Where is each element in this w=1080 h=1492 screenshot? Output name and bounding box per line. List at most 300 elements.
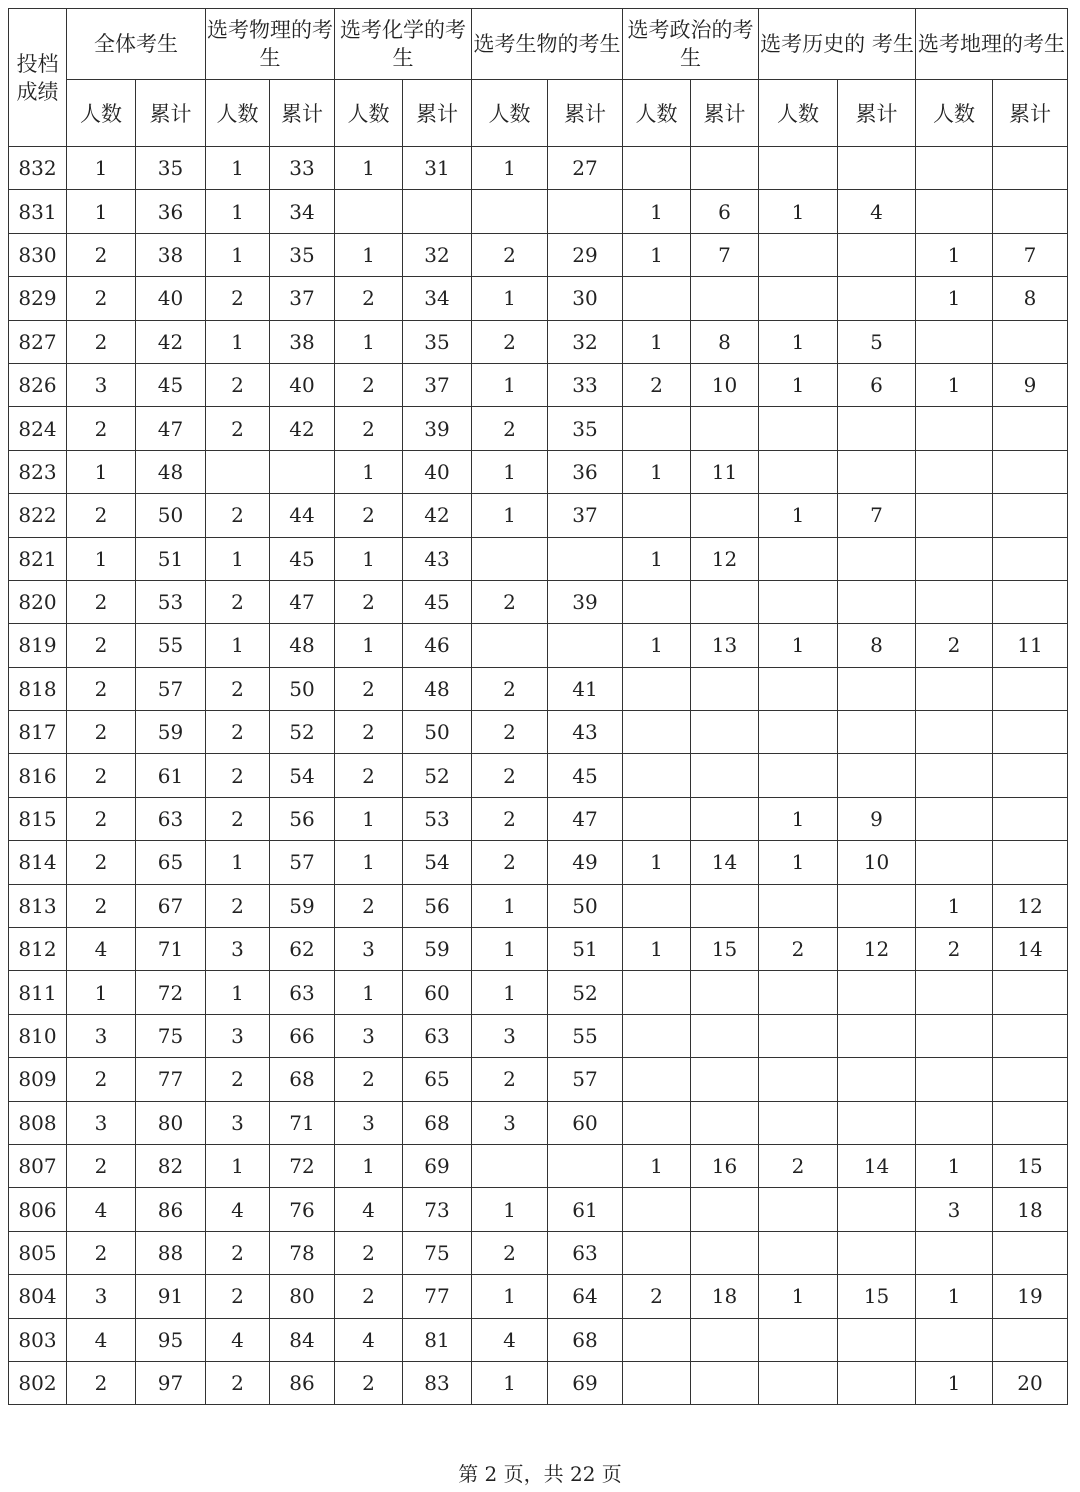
cumulative-cell [838, 711, 916, 754]
score-cell: 829 [9, 277, 67, 320]
count-cell: 2 [206, 494, 270, 537]
cumulative-cell: 5 [838, 320, 916, 363]
cumulative-cell: 35 [270, 233, 335, 276]
count-cell: 1 [623, 190, 691, 233]
count-cell: 4 [67, 928, 136, 971]
cumulative-cell: 7 [838, 494, 916, 537]
cumulative-cell: 38 [136, 233, 206, 276]
count-cell: 1 [335, 797, 403, 840]
cumulative-cell: 54 [403, 841, 472, 884]
cumulative-cell [838, 1318, 916, 1361]
cumulative-cell [838, 1361, 916, 1404]
count-cell [206, 450, 270, 493]
count-cell [916, 1101, 993, 1144]
cumulative-cell [993, 711, 1068, 754]
cumulative-cell [838, 754, 916, 797]
count-cell: 1 [623, 450, 691, 493]
count-cell: 1 [67, 147, 136, 190]
count-cell: 1 [335, 537, 403, 580]
sub-header-count: 人数 [759, 80, 838, 147]
cumulative-cell: 37 [548, 494, 623, 537]
count-cell: 1 [759, 1275, 838, 1318]
count-cell: 4 [206, 1318, 270, 1361]
count-cell [623, 1231, 691, 1274]
cumulative-cell: 38 [270, 320, 335, 363]
count-cell [623, 754, 691, 797]
count-cell: 1 [472, 450, 548, 493]
count-cell: 2 [67, 1058, 136, 1101]
cumulative-cell: 69 [403, 1144, 472, 1187]
cumulative-cell: 52 [403, 754, 472, 797]
count-cell [623, 1318, 691, 1361]
count-cell [759, 1318, 838, 1361]
table-row [9, 1361, 1068, 1404]
count-cell: 2 [472, 667, 548, 710]
cumulative-cell: 34 [270, 190, 335, 233]
cumulative-cell: 30 [548, 277, 623, 320]
cumulative-cell: 47 [136, 407, 206, 450]
count-cell: 2 [67, 841, 136, 884]
cumulative-cell: 50 [270, 667, 335, 710]
cumulative-cell [838, 667, 916, 710]
cumulative-cell: 56 [270, 797, 335, 840]
count-cell [916, 841, 993, 884]
cumulative-cell [838, 233, 916, 276]
count-cell [623, 797, 691, 840]
count-cell: 3 [206, 1101, 270, 1144]
cumulative-cell: 63 [270, 971, 335, 1014]
count-cell: 1 [206, 537, 270, 580]
cumulative-cell: 10 [838, 841, 916, 884]
table-row [9, 1188, 1068, 1231]
count-cell: 3 [67, 363, 136, 406]
cumulative-cell [993, 320, 1068, 363]
cumulative-cell: 77 [136, 1058, 206, 1101]
table-row [9, 363, 1068, 406]
table-row [9, 884, 1068, 927]
cumulative-cell: 9 [838, 797, 916, 840]
cumulative-cell: 57 [270, 841, 335, 884]
cumulative-cell: 37 [270, 277, 335, 320]
cumulative-cell: 45 [270, 537, 335, 580]
count-cell [759, 537, 838, 580]
count-cell [916, 1318, 993, 1361]
cumulative-cell: 15 [691, 928, 759, 971]
count-cell [759, 884, 838, 927]
cumulative-cell: 8 [838, 624, 916, 667]
cumulative-cell: 77 [403, 1275, 472, 1318]
cumulative-cell [993, 1058, 1068, 1101]
count-cell [759, 1361, 838, 1404]
cumulative-cell [691, 754, 759, 797]
score-cell: 823 [9, 450, 67, 493]
cumulative-cell [993, 1231, 1068, 1274]
count-cell [759, 1014, 838, 1057]
table-body [9, 147, 1068, 1405]
cumulative-cell [838, 1188, 916, 1231]
cumulative-cell [403, 190, 472, 233]
cumulative-cell: 14 [993, 928, 1068, 971]
score-cell: 805 [9, 1231, 67, 1274]
count-cell: 1 [335, 450, 403, 493]
count-cell: 2 [335, 884, 403, 927]
group-header-all: 全体考生 [67, 9, 206, 80]
cumulative-cell: 34 [403, 277, 472, 320]
count-cell: 2 [67, 407, 136, 450]
count-cell: 1 [623, 233, 691, 276]
count-cell: 4 [472, 1318, 548, 1361]
cumulative-cell [691, 1101, 759, 1144]
cumulative-cell: 15 [993, 1144, 1068, 1187]
count-cell: 1 [472, 363, 548, 406]
sub-header-count: 人数 [206, 80, 270, 147]
count-cell: 1 [472, 494, 548, 537]
cumulative-cell [691, 277, 759, 320]
score-cell: 831 [9, 190, 67, 233]
count-cell: 2 [335, 277, 403, 320]
score-cell: 822 [9, 494, 67, 537]
cumulative-cell: 63 [548, 1231, 623, 1274]
count-cell: 1 [206, 624, 270, 667]
count-cell: 1 [206, 320, 270, 363]
count-cell: 1 [67, 537, 136, 580]
score-cell: 806 [9, 1188, 67, 1231]
cumulative-cell: 50 [136, 494, 206, 537]
count-cell [623, 147, 691, 190]
score-cell: 824 [9, 407, 67, 450]
cumulative-cell: 15 [838, 1275, 916, 1318]
count-cell: 1 [206, 971, 270, 1014]
sub-header-count: 人数 [916, 80, 993, 147]
cumulative-cell [838, 407, 916, 450]
count-cell: 2 [335, 494, 403, 537]
score-cell: 827 [9, 320, 67, 363]
count-cell: 1 [623, 928, 691, 971]
count-cell [916, 407, 993, 450]
cumulative-cell: 68 [403, 1101, 472, 1144]
count-cell: 1 [335, 971, 403, 1014]
cumulative-cell [993, 147, 1068, 190]
cumulative-cell: 73 [403, 1188, 472, 1231]
count-cell: 3 [206, 1014, 270, 1057]
cumulative-cell [691, 1361, 759, 1404]
count-cell [916, 450, 993, 493]
cumulative-cell: 43 [548, 711, 623, 754]
cumulative-cell [838, 277, 916, 320]
cumulative-cell [993, 971, 1068, 1014]
count-cell [623, 1014, 691, 1057]
count-cell: 2 [335, 1275, 403, 1318]
cumulative-cell: 61 [548, 1188, 623, 1231]
cumulative-cell [993, 1101, 1068, 1144]
count-cell: 2 [67, 667, 136, 710]
score-cell: 802 [9, 1361, 67, 1404]
cumulative-cell [838, 1014, 916, 1057]
count-cell [916, 320, 993, 363]
count-cell: 1 [472, 277, 548, 320]
score-cell: 830 [9, 233, 67, 276]
count-cell [472, 537, 548, 580]
cumulative-cell [691, 711, 759, 754]
count-cell: 2 [472, 1231, 548, 1274]
cumulative-cell [691, 147, 759, 190]
count-cell: 2 [335, 711, 403, 754]
count-cell: 4 [335, 1318, 403, 1361]
cumulative-cell [270, 450, 335, 493]
count-cell: 3 [67, 1014, 136, 1057]
score-cell: 816 [9, 754, 67, 797]
table-row [9, 1275, 1068, 1318]
cumulative-cell: 86 [136, 1188, 206, 1231]
cumulative-cell: 11 [691, 450, 759, 493]
count-cell: 2 [206, 277, 270, 320]
score-cell: 815 [9, 797, 67, 840]
score-cell: 811 [9, 971, 67, 1014]
count-cell: 2 [67, 233, 136, 276]
cumulative-cell: 80 [270, 1275, 335, 1318]
cumulative-cell: 35 [136, 147, 206, 190]
cumulative-cell [993, 190, 1068, 233]
cumulative-cell: 65 [136, 841, 206, 884]
count-cell: 3 [67, 1101, 136, 1144]
count-cell [916, 797, 993, 840]
count-cell: 1 [206, 190, 270, 233]
count-cell: 2 [206, 754, 270, 797]
sub-header-cumulative: 累计 [270, 80, 335, 147]
count-cell: 1 [623, 537, 691, 580]
cumulative-cell: 67 [136, 884, 206, 927]
cumulative-cell: 33 [548, 363, 623, 406]
count-cell: 1 [623, 320, 691, 363]
cumulative-cell: 47 [548, 797, 623, 840]
cumulative-cell: 68 [270, 1058, 335, 1101]
cumulative-cell: 81 [403, 1318, 472, 1361]
count-cell [759, 147, 838, 190]
cumulative-cell: 71 [270, 1101, 335, 1144]
count-cell: 1 [472, 147, 548, 190]
cumulative-cell: 82 [136, 1144, 206, 1187]
count-cell: 4 [67, 1188, 136, 1231]
count-cell: 2 [472, 711, 548, 754]
cumulative-cell: 48 [403, 667, 472, 710]
count-cell: 2 [67, 580, 136, 623]
cumulative-cell [838, 580, 916, 623]
count-cell: 1 [759, 841, 838, 884]
cumulative-cell: 72 [136, 971, 206, 1014]
cumulative-cell: 42 [136, 320, 206, 363]
count-cell [916, 971, 993, 1014]
count-cell: 2 [67, 1231, 136, 1274]
score-cell: 804 [9, 1275, 67, 1318]
cumulative-cell: 11 [993, 624, 1068, 667]
cumulative-cell [548, 624, 623, 667]
count-cell [916, 190, 993, 233]
count-cell [623, 1101, 691, 1144]
cumulative-cell: 29 [548, 233, 623, 276]
cumulative-cell: 83 [403, 1361, 472, 1404]
count-cell: 2 [206, 797, 270, 840]
count-cell: 1 [472, 928, 548, 971]
count-cell: 2 [335, 1361, 403, 1404]
count-cell: 2 [67, 277, 136, 320]
count-cell: 2 [472, 1058, 548, 1101]
cumulative-cell: 20 [993, 1361, 1068, 1404]
cumulative-cell [838, 537, 916, 580]
cumulative-cell: 75 [403, 1231, 472, 1274]
score-cell: 803 [9, 1318, 67, 1361]
cumulative-cell: 7 [993, 233, 1068, 276]
table-row [9, 667, 1068, 710]
count-cell: 1 [759, 797, 838, 840]
count-cell: 2 [472, 841, 548, 884]
count-cell [759, 277, 838, 320]
cumulative-cell: 88 [136, 1231, 206, 1274]
sub-header-cumulative: 累计 [403, 80, 472, 147]
count-cell: 2 [67, 494, 136, 537]
cumulative-cell: 4 [838, 190, 916, 233]
table-row [9, 711, 1068, 754]
cumulative-cell: 44 [270, 494, 335, 537]
cumulative-cell: 50 [403, 711, 472, 754]
count-cell: 2 [67, 1361, 136, 1404]
count-cell: 2 [335, 363, 403, 406]
cumulative-cell [993, 667, 1068, 710]
count-cell [916, 1058, 993, 1101]
count-cell: 3 [206, 928, 270, 971]
cumulative-cell: 86 [270, 1361, 335, 1404]
table-row [9, 1318, 1068, 1361]
table-row [9, 407, 1068, 450]
score-cell: 826 [9, 363, 67, 406]
count-cell: 1 [335, 147, 403, 190]
count-cell [759, 580, 838, 623]
cumulative-cell: 14 [838, 1144, 916, 1187]
cumulative-cell [993, 407, 1068, 450]
count-cell [916, 1231, 993, 1274]
count-cell: 2 [335, 754, 403, 797]
count-cell: 2 [206, 1275, 270, 1318]
cumulative-cell: 31 [403, 147, 472, 190]
group-header-geography: 选考地理的考生 [916, 9, 1068, 80]
cumulative-cell: 47 [270, 580, 335, 623]
cumulative-cell: 84 [270, 1318, 335, 1361]
cumulative-cell: 63 [403, 1014, 472, 1057]
count-cell: 2 [67, 624, 136, 667]
count-cell [759, 1231, 838, 1274]
cumulative-cell [548, 537, 623, 580]
group-header-history: 选考历史的 考生 [759, 9, 916, 80]
cumulative-cell: 18 [691, 1275, 759, 1318]
group-header-politics: 选考政治的考生 [623, 9, 759, 80]
count-cell: 1 [67, 190, 136, 233]
cumulative-cell [691, 1231, 759, 1274]
sub-header-count: 人数 [623, 80, 691, 147]
cumulative-cell [993, 841, 1068, 884]
count-cell [623, 407, 691, 450]
count-cell: 1 [623, 841, 691, 884]
count-cell: 2 [623, 1275, 691, 1318]
count-cell [759, 1058, 838, 1101]
score-cell: 821 [9, 537, 67, 580]
cumulative-cell [993, 1318, 1068, 1361]
cumulative-cell [838, 971, 916, 1014]
cumulative-cell: 61 [136, 754, 206, 797]
cumulative-cell: 32 [548, 320, 623, 363]
count-cell [472, 1144, 548, 1187]
cumulative-cell [993, 1014, 1068, 1057]
count-cell [759, 1101, 838, 1144]
sub-header-count: 人数 [472, 80, 548, 147]
count-cell: 1 [472, 1188, 548, 1231]
count-cell: 3 [335, 1101, 403, 1144]
cumulative-cell: 50 [548, 884, 623, 927]
count-cell [623, 277, 691, 320]
table-row [9, 841, 1068, 884]
count-cell: 1 [916, 1361, 993, 1404]
cumulative-cell: 46 [403, 624, 472, 667]
table-row [9, 971, 1068, 1014]
cumulative-cell: 19 [993, 1275, 1068, 1318]
cumulative-cell: 40 [403, 450, 472, 493]
count-cell [623, 1188, 691, 1231]
cumulative-cell [993, 754, 1068, 797]
count-cell: 1 [916, 1275, 993, 1318]
table-row [9, 624, 1068, 667]
cumulative-cell: 45 [136, 363, 206, 406]
count-cell: 2 [206, 363, 270, 406]
sub-header-row [9, 80, 1068, 147]
cumulative-cell [993, 537, 1068, 580]
cumulative-cell: 69 [548, 1361, 623, 1404]
cumulative-cell: 97 [136, 1361, 206, 1404]
count-cell: 1 [759, 624, 838, 667]
group-header-chemistry: 选考化学的考生 [335, 9, 472, 80]
page-footer: 第 2 页，共 22 页 [458, 1462, 622, 1486]
sub-header-count: 人数 [67, 80, 136, 147]
cumulative-cell: 43 [403, 537, 472, 580]
count-cell [759, 233, 838, 276]
cumulative-cell: 53 [136, 580, 206, 623]
count-cell [623, 971, 691, 1014]
count-cell [916, 667, 993, 710]
score-distribution-table [8, 8, 1068, 1405]
count-cell: 2 [472, 407, 548, 450]
count-cell: 2 [206, 667, 270, 710]
cumulative-cell: 39 [548, 580, 623, 623]
count-cell [623, 884, 691, 927]
cumulative-cell: 32 [403, 233, 472, 276]
table-row [9, 928, 1068, 971]
cumulative-cell [993, 580, 1068, 623]
score-cell: 817 [9, 711, 67, 754]
sub-header-cumulative: 累计 [993, 80, 1068, 147]
group-header-biology: 选考生物的考生 [472, 9, 623, 80]
count-cell [759, 407, 838, 450]
cumulative-cell: 51 [548, 928, 623, 971]
cumulative-cell: 41 [548, 667, 623, 710]
count-cell: 1 [206, 233, 270, 276]
cumulative-cell: 55 [548, 1014, 623, 1057]
count-cell: 1 [623, 1144, 691, 1187]
count-cell: 1 [759, 190, 838, 233]
cumulative-cell: 42 [403, 494, 472, 537]
cumulative-cell: 35 [548, 407, 623, 450]
cumulative-cell [838, 450, 916, 493]
sub-header-cumulative: 累计 [691, 80, 759, 147]
sub-header-cumulative: 累计 [838, 80, 916, 147]
cumulative-cell: 78 [270, 1231, 335, 1274]
cumulative-cell [838, 1101, 916, 1144]
